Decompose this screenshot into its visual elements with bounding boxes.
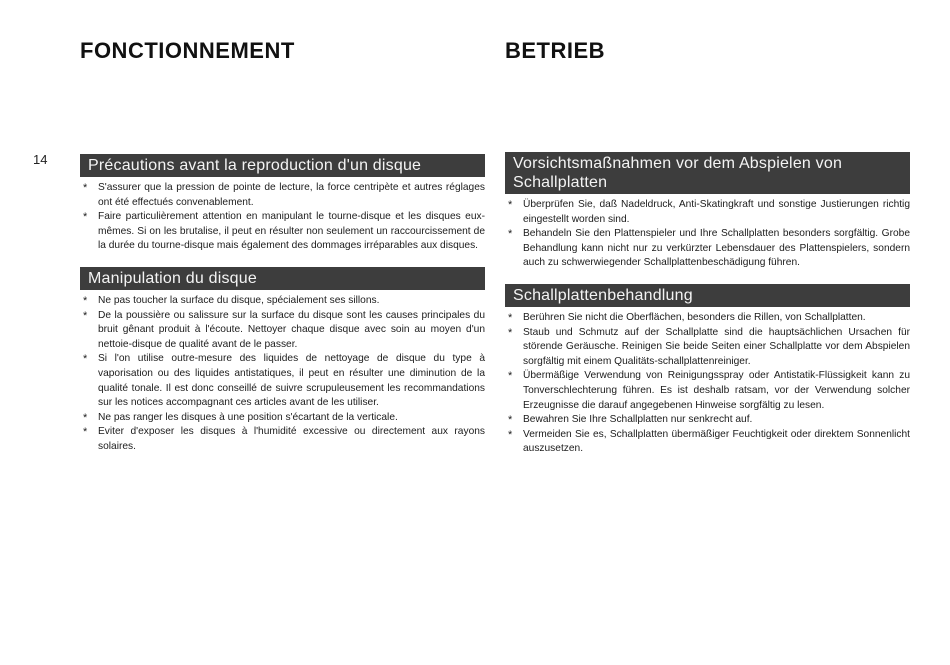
list-item: * Bewahren Sie Ihre Schallplatten nur senkrecht auf.: [505, 413, 910, 428]
list-item: * Überprüfen Sie, daß Nadeldruck, Anti-Skatingkraft und sonstige Justierungen richtig eingestellt worden sind.: [505, 198, 910, 227]
list-item: * Vermeiden Sie es, Schallplatten übermäßiger Feuchtigkeit oder direktem Sonnenlicht auszusetzen.: [505, 428, 910, 457]
list-item: * S'assurer que la pression de pointe de lecture, la force centripète et autres réglages ont été effectués convenablement.: [80, 181, 485, 210]
french-section-2-heading: Manipulation du disque: [80, 267, 485, 290]
list-item: * Behandeln Sie den Plattenspieler und Ihre Schallplatten besonders sorgfältig. Grobe Behandlung kann nicht nur zu verkürzter Lebensdauer des Plattenspielers, sondern auch zu schwerwiegender Schallplattenbeschädigung führen.: [505, 227, 910, 271]
german-column: [505, 152, 910, 470]
list-item: * Si l'on utilise outre-mesure des liquides de nettoyage de disque du type à vaporisation ou des liquides antistatiques, il peut en résulter une diminution de la qualité tonale. Il est donc conseillé de suivre scrupuleusement les recommandations sur les notices accompagnant ces articles avant de les utiliser.: [80, 352, 485, 410]
french-section-1-heading: Précautions avant la reproduction d'un disque: [80, 154, 485, 177]
list-item: * Übermäßige Verwendung von Reinigungsspray oder Antistatik-Flüssigkeit kann zu Tonverschlechterung führen. Es ist deshalb ratsam, vor der Verwendung solcher Erzeugnisse die darauf angegebenen Hinweise sorgfältig zu lesen.: [505, 369, 910, 413]
german-title: BETRIEB: [505, 38, 606, 63]
french-section-1-list: [80, 181, 485, 254]
french-section-2-list: [80, 294, 485, 455]
french-column: [80, 154, 485, 468]
german-section-2-list: [505, 311, 910, 457]
german-section-1-list: [505, 198, 910, 271]
french-title: FONCTIONNEMENT: [80, 38, 295, 63]
list-item: * Eviter d'exposer les disques à l'humidité excessive ou directement aux rayons solaires.: [80, 425, 485, 454]
german-section-2-heading: Schallplattenbehandlung: [505, 284, 910, 307]
list-item: * Berühren Sie nicht die Oberflächen, besonders die Rillen, von Schallplatten.: [505, 311, 910, 326]
german-section-1-heading: Vorsichtsmaßnahmen vor dem Abspielen von Schallplatten: [505, 152, 910, 194]
page-number: 14: [33, 152, 48, 167]
list-item: * Faire particulièrement attention en manipulant le tourne-disque et les disques eux-mêmes. Si on les brutalise, il peut en résulter non seulement un raccourcissement de la durée du tourne-disque mais également des dommages irréparables aux disques.: [80, 210, 485, 254]
list-item: * De la poussière ou salissure sur la surface du disque sont les causes principales du bruit gênant produit à l'écoute. Nettoyer chaque disque avec soin au moyen d'un nettoie-disque de qualité avant de le passer.: [80, 309, 485, 353]
list-item: * Ne pas toucher la surface du disque, spécialement ses sillons.: [80, 294, 485, 309]
list-item: * Ne pas ranger les disques à une position s'écartant de la verticale.: [80, 411, 485, 426]
list-item: * Staub und Schmutz auf der Schallplatte sind die hauptsächlichen Ursachen für störende Geräusche. Reinigen Sie beide Seiten einer Schallplatte vor dem Abspielen sorgfältig mit einem Qualitäts-schallplattenreiniger.: [505, 326, 910, 370]
